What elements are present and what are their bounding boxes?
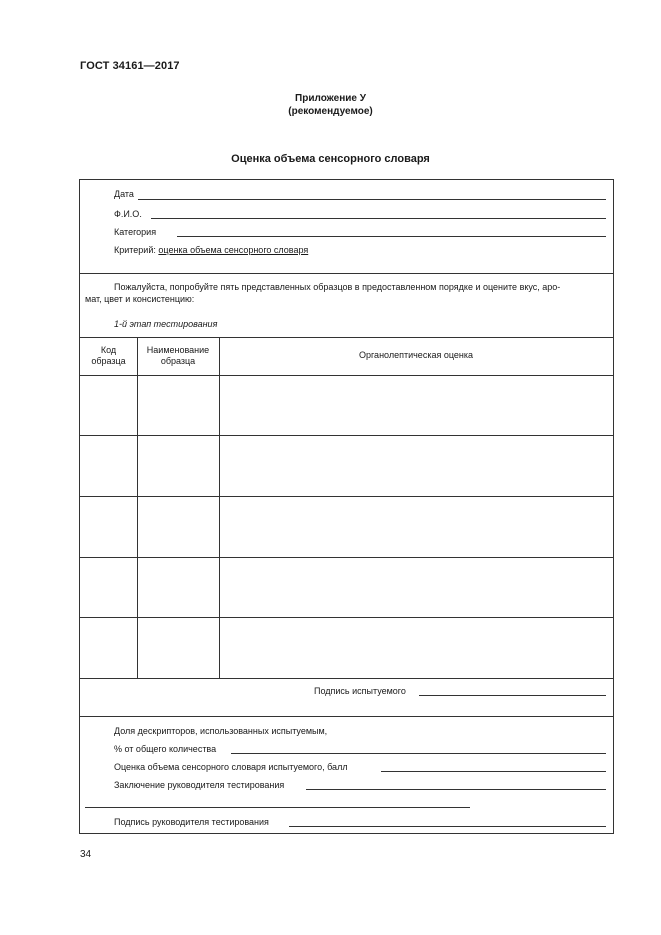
stage-label: 1-й этап тестирования (114, 319, 218, 329)
subject-signature-field[interactable] (419, 695, 606, 696)
table-row-border (80, 617, 613, 618)
category-field[interactable] (177, 236, 606, 237)
column-divider (219, 337, 220, 679)
table-bottom-border (80, 678, 613, 679)
date-field[interactable] (138, 199, 606, 200)
appendix-title: Приложение У (295, 93, 366, 104)
table-top-border (80, 337, 613, 338)
criterion-label: Критерий: (114, 245, 156, 255)
column-divider (137, 337, 138, 679)
name-field[interactable] (151, 218, 606, 219)
descriptors-label: Доля дескрипторов, использованных испытуемым, (114, 726, 328, 736)
criterion-row (114, 245, 308, 256)
date-label: Дата (114, 189, 134, 199)
table-row-border (80, 557, 613, 558)
conclusion-label: Заключение руководителя тестирования (114, 780, 285, 790)
form-box (79, 179, 614, 834)
score-label: Оценка объема сенсорного словаря испытуемого, балл (114, 762, 348, 772)
column-header-evaluation: Органолептическая оценка (358, 350, 474, 360)
conclusion-field[interactable] (306, 789, 606, 790)
leader-signature-label: Подпись руководителя тестирования (114, 817, 269, 827)
instruction-line1: Пожалуйста, попробуйте пять представленных образцов в предоставленном порядке и оцените вкус, аро- (114, 282, 561, 292)
criterion-value: оценка объема сенсорного словаря (158, 245, 309, 255)
percent-label: % от общего количества (114, 744, 217, 754)
form-title: Оценка объема сенсорного словаря (231, 153, 430, 165)
table-row-border (80, 435, 613, 436)
divider (80, 273, 613, 274)
column-header-name: Наименование образца (146, 345, 210, 366)
category-label: Категория (114, 227, 157, 237)
column-header-code: Код образца (91, 345, 126, 366)
conclusion-field-continued[interactable] (85, 807, 470, 808)
appendix-note: (рекомендуемое) (288, 106, 373, 117)
subject-signature-label: Подпись испытуемого (314, 686, 406, 696)
score-field[interactable] (381, 771, 606, 772)
document-header: ГОСТ 34161—2017 (80, 60, 180, 72)
page-number: 34 (80, 849, 92, 860)
divider (80, 716, 613, 717)
percent-field[interactable] (231, 753, 606, 754)
table-row-border (80, 496, 613, 497)
name-label: Ф.И.О. (114, 209, 142, 219)
leader-signature-field[interactable] (289, 826, 606, 827)
instruction-line2: мат, цвет и консистенцию: (85, 294, 195, 304)
table-row-border (80, 375, 613, 376)
